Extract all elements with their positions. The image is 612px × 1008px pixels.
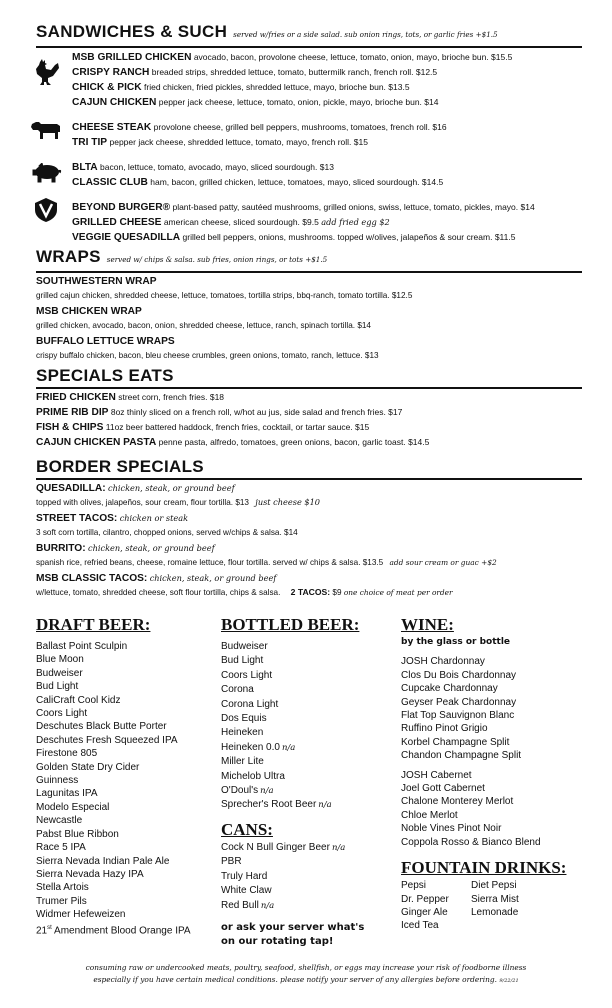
pig-icon (30, 163, 62, 183)
list-item: Korbel Champagne Split (401, 736, 510, 748)
menu-item: SOUTHWESTERN WRAP (36, 276, 157, 287)
draft-beer-column (36, 614, 191, 937)
menu-date: 9/22/21 (499, 978, 519, 984)
list-item: Budweiser (36, 667, 83, 679)
list-item: Newcastle (36, 815, 83, 827)
menu-item: PRIME RIB DIP 8oz thinly sliced on a french roll, w/hot au jus, side salad and french fries. $17 (36, 407, 403, 418)
list-item: Sierra Nevada Indian Pale Ale (36, 855, 170, 867)
list-item: Blue Moon (36, 654, 84, 666)
list-item: Corona (221, 684, 254, 696)
wine-title: WINE: (401, 615, 454, 634)
list-item: Pepsi (401, 880, 427, 892)
menu-item: CAJUN CHICKEN PASTA penne pasta, alfredo, tomatoes, green onions, bacon, garlic toast. $14.5 (36, 437, 430, 448)
list-item: Sprecher's Root Beer n/a (221, 799, 332, 811)
list-item: Pabst Blue Ribbon (36, 828, 119, 840)
menu-item: MSB CHICKEN WRAP (36, 306, 142, 317)
list-item: CaliCraft Cool Kidz (36, 694, 121, 706)
list-item: Deschutes Fresh Squeezed IPA (36, 734, 178, 746)
sandwiches-title: SANDWICHES & SUCH (36, 22, 228, 41)
list-item: PBR (221, 856, 242, 868)
menu-item: STREET TACOS: chicken or steak (36, 513, 189, 524)
border-header (36, 457, 582, 480)
menu-item: QUESADILLA: chicken, steak, or ground beef (36, 483, 235, 494)
specials-section (36, 366, 582, 450)
list-item: Stella Artois (36, 882, 89, 894)
sandwiches-section (36, 22, 582, 48)
list-item: Coppola Rosso & Bianco Blend (401, 836, 541, 848)
menu-item: MSB CLASSIC TACOS: chicken, steak, or ground beef (36, 573, 277, 584)
list-item: Dr. Pepper (401, 893, 449, 905)
list-item: Flat Top Sauvignon Blanc (401, 710, 515, 722)
list-item: O'Doul's n/a (221, 785, 274, 797)
list-item: Coors Light (36, 708, 88, 720)
list-item: Red Bull n/a (221, 899, 275, 911)
bottled-beer-title: BOTTLED BEER: (221, 615, 360, 634)
sandwiches-header (36, 22, 582, 48)
list-item: JOSH Cabernet (401, 769, 472, 781)
list-item: Corona Light (221, 698, 279, 710)
wraps-header (36, 247, 582, 273)
cans-title: CANS: (221, 819, 273, 839)
list-item: Cock N Bull Ginger Beer n/a (221, 841, 346, 853)
menu-item: VEGGIE QUESADILLA grilled bell peppers, onions, mushrooms. topped w/olives, jalapeños & sour cream. $11.5 (72, 232, 516, 243)
wraps-section (36, 247, 582, 364)
list-item: Sierra Mist (471, 893, 519, 905)
item-desc: grilled cajun chicken, shredded cheese, lettuce, tomatoes, tortilla strips, bbq-ranch, tomato tortilla. $12.5 (36, 291, 413, 300)
wine-column (401, 614, 566, 933)
rotating-tap-note: or ask your server what's on our rotating tap! (221, 921, 365, 947)
sandwiches-note: served w/fries or a side salad. sub onion rings, tots, or garlic fries +$1.5 (233, 30, 498, 39)
item-desc: 3 soft corn tortilla, cilantro, chopped onions, served w/chips & salsa. $14 (36, 528, 298, 537)
item-desc: spanish rice, refried beans, cheese, romaine lettuce, flour tortilla. served w/ chips & salsa. $13.5 add sour cream or guac +$2 (36, 558, 497, 567)
list-item: Joel Gott Cabernet (401, 783, 485, 795)
menu-item: GRILLED CHEESE american cheese, sliced sourdough. $9.5 add fried egg $2 (72, 217, 390, 228)
list-item: Modelo Especial (36, 801, 110, 813)
fountain-list (401, 879, 566, 933)
list-item: Miller Lite (221, 756, 264, 768)
list-item: Noble Vines Pinot Noir (401, 823, 502, 835)
list-item: Michelob Ultra (221, 770, 285, 782)
list-item: 21st Amendment Blood Orange IPA (36, 924, 191, 936)
list-item: Dos Equis (221, 713, 267, 725)
food-safety-disclaimer: consuming raw or undercooked meats, poultry, seafood, shellfish, or eggs may increase your risk of foodborne illness especially if you have certain medical conditions. please notify your server of any allergies before ordering. 9/22/21 (85, 963, 527, 984)
list-item: Ginger Ale (401, 906, 448, 918)
list-item: Sierra Nevada Hazy IPA (36, 868, 144, 880)
fountain-title: FOUNTAIN DRINKS: (401, 858, 567, 878)
list-item: Ruffino Pinot Grigio (401, 723, 488, 735)
wine-subtitle: by the glass or bottle (401, 637, 511, 647)
list-item: Chloe Merlot (401, 809, 458, 821)
bottled-beer-column (221, 614, 364, 949)
wraps-note: served w/ chips & salsa. sub fries, onion rings, or tots +$1.5 (106, 255, 328, 264)
list-item: Firestone 805 (36, 748, 98, 760)
menu-item: BURRITO: chicken, steak, or ground beef (36, 543, 215, 554)
item-desc: crispy buffalo chicken, bacon, bleu cheese crumbles, green onions, tomato, ranch, lettuce. $13 (36, 351, 379, 360)
chicken-icon (30, 58, 62, 88)
list-item: Bud Light (36, 681, 79, 693)
specials-header (36, 366, 582, 389)
menu-item: FRIED CHICKEN street corn, french fries. $18 (36, 392, 225, 403)
menu-item: CLASSIC CLUB ham, bacon, grilled chicken, lettuce, tomatoes, mayo, sliced sourdough. $14.5 (72, 177, 444, 188)
item-desc: grilled chicken, avocado, bacon, onion, shredded cheese, lettuce, ranch, spinach tortilla. $14 (36, 321, 371, 330)
list-item: Budweiser (221, 641, 268, 652)
menu-item: FISH & CHIPS 11oz beer battered haddock, french fries, cocktail, or tartar sauce. $15 (36, 422, 370, 433)
list-item: Truly Hard (221, 870, 268, 882)
menu-item: TRI TIP pepper jack cheese, shredded lettuce, tomato, mayo, french roll. $15 (72, 137, 368, 148)
list-item: Deschutes Black Butte Porter (36, 721, 167, 733)
item-desc: topped with olives, jalapeños, sour cream, flour tortilla. $13 just cheese $10 (36, 497, 321, 507)
cow-icon (30, 118, 62, 140)
list-item: Geyser Peak Chardonnay (401, 696, 517, 708)
menu-item: BUFFALO LETTUCE WRAPS (36, 336, 175, 347)
list-item: Bud Light (221, 655, 264, 667)
list-item: White Claw (221, 885, 272, 897)
list-item: Lemonade (471, 906, 519, 918)
wraps-title: WRAPS (36, 247, 101, 266)
list-item: Iced Tea (401, 920, 439, 932)
menu-item: CHICK & PICK fried chicken, fried pickles, shredded lettuce, mayo, brioche bun. $13.5 (72, 82, 410, 93)
list-item: Widmer Hefeweizen (36, 909, 126, 921)
list-item: Race 5 IPA (36, 842, 86, 854)
menu-item: BEYOND BURGER® plant-based patty, sautéed mushrooms, grilled onions, swiss, lettuce, tomato, pickles, mayo. $14 (72, 202, 535, 213)
list-item: JOSH Chardonnay (401, 656, 485, 668)
list-item: Heineken 0.0 n/a (221, 741, 296, 753)
item-desc: w/lettuce, tomato, shredded cheese, soft flour tortilla, chips & salsa. 2 TACOS: $9 one choice of meat per order (36, 587, 453, 597)
sandwich-list (72, 50, 592, 245)
list-item: Golden State Dry Cider (36, 761, 140, 773)
menu-item: CRISPY RANCH breaded strips, shredded lettuce, tomato, buttermilk ranch, french roll. $12.5 (72, 67, 438, 78)
list-item: Ballast Point Sculpin (36, 641, 128, 652)
draft-beer-title: DRAFT BEER: (36, 615, 151, 634)
list-item: Diet Pepsi (471, 880, 517, 892)
border-section (36, 457, 582, 601)
vegetarian-icon (34, 197, 58, 223)
menu-item: MSB GRILLED CHICKEN avocado, bacon, provolone cheese, lettuce, tomato, onion, mayo, brioche bun. $15.5 (72, 52, 513, 63)
list-item: Lagunitas IPA (36, 788, 98, 800)
specials-title: SPECIALS EATS (36, 366, 174, 385)
menu-item: BLTA bacon, lettuce, tomato, avocado, mayo, sliced sourdough. $13 (72, 162, 334, 173)
list-item: Clos Du Bois Chardonnay (401, 669, 517, 681)
list-item: Heineken (221, 727, 264, 739)
border-title: BORDER SPECIALS (36, 457, 204, 476)
list-item: Trumer Pils (36, 895, 87, 907)
menu-item: CHEESE STEAK provolone cheese, grilled bell peppers, mushrooms, tomatoes, french roll. $16 (72, 122, 447, 133)
list-item: Guinness (36, 775, 79, 787)
list-item: Coors Light (221, 669, 273, 681)
list-item: Chandon Champagne Split (401, 750, 522, 762)
list-item: Cupcake Chardonnay (401, 683, 498, 695)
menu-item: CAJUN CHICKEN pepper jack cheese, lettuce, tomato, onion, pickle, mayo, brioche bun. $14 (72, 97, 439, 108)
list-item: Chalone Monterey Merlot (401, 796, 514, 808)
